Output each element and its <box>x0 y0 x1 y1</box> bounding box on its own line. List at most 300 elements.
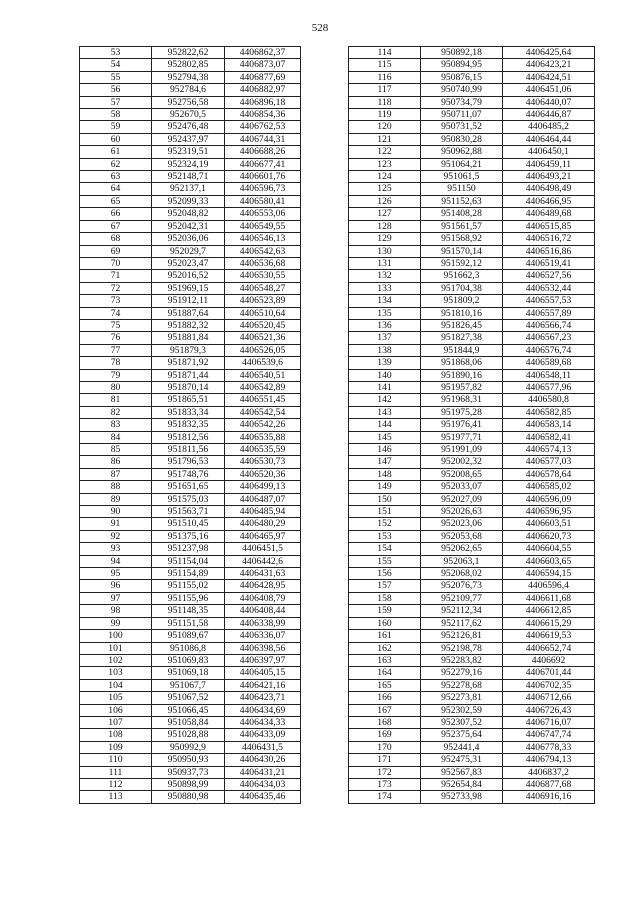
x-coordinate-cell: 952670,5 <box>152 109 225 121</box>
point-number-cell: 94 <box>80 555 152 567</box>
point-number-cell: 156 <box>349 568 421 580</box>
point-number-cell: 154 <box>349 543 421 555</box>
y-coordinate-cell: 4406434,69 <box>225 704 301 716</box>
x-coordinate-cell: 951890,16 <box>421 369 503 381</box>
x-coordinate-cell: 951064,21 <box>421 158 503 170</box>
y-coordinate-cell: 4406778,33 <box>503 741 595 753</box>
point-number-cell: 81 <box>80 394 152 406</box>
point-number-cell: 160 <box>349 617 421 629</box>
point-number-cell: 136 <box>349 319 421 331</box>
y-coordinate-cell: 4406574,13 <box>503 444 595 456</box>
point-number-cell: 115 <box>349 59 421 71</box>
y-coordinate-cell: 4406747,74 <box>503 729 595 741</box>
y-coordinate-cell: 4406542,89 <box>225 381 301 393</box>
point-number-cell: 103 <box>80 667 152 679</box>
point-number-cell: 109 <box>80 741 152 753</box>
x-coordinate-cell: 950880,98 <box>152 791 225 803</box>
y-coordinate-cell: 4406459,11 <box>503 158 595 170</box>
point-number-cell: 88 <box>80 481 152 493</box>
x-coordinate-cell: 951570,14 <box>421 245 503 257</box>
table-row <box>349 778 595 790</box>
y-coordinate-cell: 4406397,97 <box>225 654 301 666</box>
y-coordinate-cell: 4406596,4 <box>503 580 595 592</box>
y-coordinate-cell: 4406877,68 <box>503 778 595 790</box>
table-row <box>349 109 595 121</box>
coordinates-table-left <box>79 46 301 804</box>
table-row <box>349 270 595 282</box>
x-coordinate-cell: 951887,64 <box>152 307 225 319</box>
table-row <box>80 704 301 716</box>
y-coordinate-cell: 4406440,07 <box>503 96 595 108</box>
point-number-cell: 82 <box>80 406 152 418</box>
table-row <box>80 295 301 307</box>
x-coordinate-cell: 951871,92 <box>152 357 225 369</box>
x-coordinate-cell: 952654,84 <box>421 778 503 790</box>
y-coordinate-cell: 4406442,6 <box>225 555 301 567</box>
point-number-cell: 98 <box>80 605 152 617</box>
table-row <box>80 481 301 493</box>
x-coordinate-cell: 952802,85 <box>152 59 225 71</box>
y-coordinate-cell: 4406873,07 <box>225 59 301 71</box>
y-coordinate-cell: 4406567,23 <box>503 332 595 344</box>
x-coordinate-cell: 951568,92 <box>421 233 503 245</box>
y-coordinate-cell: 4406515,85 <box>503 220 595 232</box>
table-row <box>80 506 301 518</box>
point-number-cell: 106 <box>80 704 152 716</box>
y-coordinate-cell: 4406530,55 <box>225 270 301 282</box>
y-coordinate-cell: 4406519,41 <box>503 257 595 269</box>
point-number-cell: 134 <box>349 295 421 307</box>
x-coordinate-cell: 950937,73 <box>152 766 225 778</box>
point-number-cell: 119 <box>349 109 421 121</box>
y-coordinate-cell: 4406712,66 <box>503 692 595 704</box>
x-coordinate-cell: 952068,02 <box>421 568 503 580</box>
table-row <box>349 96 595 108</box>
x-coordinate-cell: 951833,34 <box>152 406 225 418</box>
point-number-cell: 80 <box>80 381 152 393</box>
table-row <box>349 183 595 195</box>
y-coordinate-cell: 4406604,55 <box>503 543 595 555</box>
x-coordinate-cell: 951592,12 <box>421 257 503 269</box>
table-row <box>349 642 595 654</box>
table-row <box>80 530 301 542</box>
y-coordinate-cell: 4406450,1 <box>503 146 595 158</box>
y-coordinate-cell: 4406493,21 <box>503 171 595 183</box>
point-number-cell: 139 <box>349 357 421 369</box>
y-coordinate-cell: 4406338,99 <box>225 617 301 629</box>
x-coordinate-cell: 950892,18 <box>421 47 503 59</box>
table-row <box>80 47 301 59</box>
y-coordinate-cell: 4406520,36 <box>225 468 301 480</box>
y-coordinate-cell: 4406425,64 <box>503 47 595 59</box>
table-row <box>349 47 595 59</box>
point-number-cell: 146 <box>349 444 421 456</box>
point-number-cell: 133 <box>349 282 421 294</box>
x-coordinate-cell: 951086,8 <box>152 642 225 654</box>
point-number-cell: 138 <box>349 344 421 356</box>
x-coordinate-cell: 951811,56 <box>152 444 225 456</box>
x-coordinate-cell: 951912,11 <box>152 295 225 307</box>
y-coordinate-cell: 4406692 <box>503 654 595 666</box>
y-coordinate-cell: 4406523,89 <box>225 295 301 307</box>
y-coordinate-cell: 4406521,36 <box>225 332 301 344</box>
table-row <box>349 766 595 778</box>
point-number-cell: 131 <box>349 257 421 269</box>
point-number-cell: 83 <box>80 419 152 431</box>
x-coordinate-cell: 951969,15 <box>152 282 225 294</box>
table-row <box>80 270 301 282</box>
y-coordinate-cell: 4406423,71 <box>225 692 301 704</box>
y-coordinate-cell: 4406551,45 <box>225 394 301 406</box>
x-coordinate-cell: 951408,28 <box>421 208 503 220</box>
y-coordinate-cell: 4406480,29 <box>225 518 301 530</box>
y-coordinate-cell: 4406603,51 <box>503 518 595 530</box>
y-coordinate-cell: 4406582,85 <box>503 406 595 418</box>
y-coordinate-cell: 4406487,07 <box>225 493 301 505</box>
table-row <box>349 344 595 356</box>
y-coordinate-cell: 4406527,56 <box>503 270 595 282</box>
point-number-cell: 64 <box>80 183 152 195</box>
x-coordinate-cell: 951561,57 <box>421 220 503 232</box>
point-number-cell: 171 <box>349 754 421 766</box>
y-coordinate-cell: 4406619,53 <box>503 630 595 642</box>
table-row <box>349 704 595 716</box>
table-row <box>349 729 595 741</box>
table-row <box>80 84 301 96</box>
y-coordinate-cell: 4406446,87 <box>503 109 595 121</box>
x-coordinate-cell: 952437,97 <box>152 133 225 145</box>
y-coordinate-cell: 4406516,86 <box>503 245 595 257</box>
x-coordinate-cell: 951237,98 <box>152 543 225 555</box>
y-coordinate-cell: 4406540,51 <box>225 369 301 381</box>
x-coordinate-cell: 951968,31 <box>421 394 503 406</box>
table-row <box>349 654 595 666</box>
point-number-cell: 102 <box>80 654 152 666</box>
x-coordinate-cell: 951089,67 <box>152 630 225 642</box>
point-number-cell: 126 <box>349 195 421 207</box>
point-number-cell: 76 <box>80 332 152 344</box>
point-number-cell: 104 <box>80 679 152 691</box>
table-row <box>349 233 595 245</box>
table-row <box>349 555 595 567</box>
y-coordinate-cell: 4406577,96 <box>503 381 595 393</box>
y-coordinate-cell: 4406431,21 <box>225 766 301 778</box>
x-coordinate-cell: 950731,52 <box>421 121 503 133</box>
table-row <box>349 431 595 443</box>
y-coordinate-cell: 4406466,95 <box>503 195 595 207</box>
table-row <box>80 59 301 71</box>
point-number-cell: 105 <box>80 692 152 704</box>
x-coordinate-cell: 951748,76 <box>152 468 225 480</box>
x-coordinate-cell: 952048,82 <box>152 208 225 220</box>
point-number-cell: 174 <box>349 791 421 803</box>
x-coordinate-cell: 951796,53 <box>152 456 225 468</box>
point-number-cell: 157 <box>349 580 421 592</box>
table-row <box>349 307 595 319</box>
table-row <box>80 319 301 331</box>
x-coordinate-cell: 952756,58 <box>152 96 225 108</box>
y-coordinate-cell: 4406589,68 <box>503 357 595 369</box>
table-row <box>349 195 595 207</box>
y-coordinate-cell: 4406582,41 <box>503 431 595 443</box>
table-row <box>80 605 301 617</box>
table-row <box>349 543 595 555</box>
table-row <box>349 245 595 257</box>
point-number-cell: 158 <box>349 592 421 604</box>
table-row <box>349 493 595 505</box>
table-row <box>349 568 595 580</box>
table-row <box>80 766 301 778</box>
x-coordinate-cell: 951028,88 <box>152 729 225 741</box>
table-row <box>349 791 595 803</box>
y-coordinate-cell: 4406585,02 <box>503 481 595 493</box>
y-coordinate-cell: 4406576,74 <box>503 344 595 356</box>
point-number-cell: 66 <box>80 208 152 220</box>
y-coordinate-cell: 4406546,13 <box>225 233 301 245</box>
x-coordinate-cell: 951977,71 <box>421 431 503 443</box>
y-coordinate-cell: 4406428,95 <box>225 580 301 592</box>
x-coordinate-cell: 952033,07 <box>421 481 503 493</box>
x-coordinate-cell: 951957,82 <box>421 381 503 393</box>
x-coordinate-cell: 952475,31 <box>421 754 503 766</box>
point-number-cell: 112 <box>80 778 152 790</box>
table-row <box>349 741 595 753</box>
y-coordinate-cell: 4406498,49 <box>503 183 595 195</box>
x-coordinate-cell: 950734,79 <box>421 96 503 108</box>
y-coordinate-cell: 4406701,44 <box>503 667 595 679</box>
point-number-cell: 57 <box>80 96 152 108</box>
table-row <box>80 518 301 530</box>
table-row <box>349 481 595 493</box>
y-coordinate-cell: 4406744,31 <box>225 133 301 145</box>
x-coordinate-cell: 951155,02 <box>152 580 225 592</box>
table-row <box>80 195 301 207</box>
table-row <box>80 617 301 629</box>
table-row <box>349 332 595 344</box>
y-coordinate-cell: 4406877,69 <box>225 71 301 83</box>
point-number-cell: 159 <box>349 605 421 617</box>
table-row <box>349 257 595 269</box>
y-coordinate-cell: 4406557,53 <box>503 295 595 307</box>
x-coordinate-cell: 950950,93 <box>152 754 225 766</box>
y-coordinate-cell: 4406489,68 <box>503 208 595 220</box>
y-coordinate-cell: 4406398,56 <box>225 642 301 654</box>
y-coordinate-cell: 4406535,88 <box>225 431 301 443</box>
x-coordinate-cell: 950992,9 <box>152 741 225 753</box>
x-coordinate-cell: 952062,65 <box>421 543 503 555</box>
y-coordinate-cell: 4406405,15 <box>225 667 301 679</box>
table-row <box>349 605 595 617</box>
table-row <box>80 109 301 121</box>
point-number-cell: 143 <box>349 406 421 418</box>
x-coordinate-cell: 952375,64 <box>421 729 503 741</box>
table-row <box>80 307 301 319</box>
table-row <box>80 543 301 555</box>
y-coordinate-cell: 4406726,43 <box>503 704 595 716</box>
y-coordinate-cell: 4406702,35 <box>503 679 595 691</box>
x-coordinate-cell: 951058,84 <box>152 716 225 728</box>
point-number-cell: 95 <box>80 568 152 580</box>
table-row <box>80 654 301 666</box>
table-row <box>80 220 301 232</box>
point-number-cell: 99 <box>80 617 152 629</box>
y-coordinate-cell: 4406916,16 <box>503 791 595 803</box>
point-number-cell: 93 <box>80 543 152 555</box>
y-coordinate-cell: 4406485,94 <box>225 506 301 518</box>
x-coordinate-cell: 951844,9 <box>421 344 503 356</box>
x-coordinate-cell: 951991,09 <box>421 444 503 456</box>
y-coordinate-cell: 4406762,53 <box>225 121 301 133</box>
y-coordinate-cell: 4406580,41 <box>225 195 301 207</box>
x-coordinate-cell: 952023,47 <box>152 257 225 269</box>
x-coordinate-cell: 952112,34 <box>421 605 503 617</box>
table-row <box>349 369 595 381</box>
point-number-cell: 84 <box>80 431 152 443</box>
y-coordinate-cell: 4406542,26 <box>225 419 301 431</box>
table-row <box>349 357 595 369</box>
x-coordinate-cell: 951865,51 <box>152 394 225 406</box>
table-row <box>349 456 595 468</box>
x-coordinate-cell: 952567,83 <box>421 766 503 778</box>
y-coordinate-cell: 4406423,21 <box>503 59 595 71</box>
point-number-cell: 155 <box>349 555 421 567</box>
point-number-cell: 169 <box>349 729 421 741</box>
table-row <box>80 431 301 443</box>
table-row <box>349 381 595 393</box>
y-coordinate-cell: 4406611,68 <box>503 592 595 604</box>
y-coordinate-cell: 4406596,95 <box>503 506 595 518</box>
point-number-cell: 127 <box>349 208 421 220</box>
point-number-cell: 132 <box>349 270 421 282</box>
x-coordinate-cell: 952476,48 <box>152 121 225 133</box>
x-coordinate-cell: 952076,73 <box>421 580 503 592</box>
table-row <box>80 592 301 604</box>
table-row <box>349 580 595 592</box>
table-row <box>349 295 595 307</box>
table-row <box>80 233 301 245</box>
y-coordinate-cell: 4406539,6 <box>225 357 301 369</box>
point-number-cell: 54 <box>80 59 152 71</box>
coordinates-table-right <box>348 46 595 804</box>
table-row <box>349 419 595 431</box>
table-row <box>80 716 301 728</box>
table-row <box>80 444 301 456</box>
x-coordinate-cell: 951826,45 <box>421 319 503 331</box>
point-number-cell: 111 <box>80 766 152 778</box>
point-number-cell: 123 <box>349 158 421 170</box>
x-coordinate-cell: 952319,51 <box>152 146 225 158</box>
table-row <box>349 692 595 704</box>
table-row <box>349 146 595 158</box>
table-row <box>80 332 301 344</box>
point-number-cell: 128 <box>349 220 421 232</box>
table-row <box>80 257 301 269</box>
point-number-cell: 108 <box>80 729 152 741</box>
point-number-cell: 113 <box>80 791 152 803</box>
y-coordinate-cell: 4406854,36 <box>225 109 301 121</box>
y-coordinate-cell: 4406532,44 <box>503 282 595 294</box>
x-coordinate-cell: 951066,45 <box>152 704 225 716</box>
x-coordinate-cell: 951154,89 <box>152 568 225 580</box>
table-row <box>349 133 595 145</box>
y-coordinate-cell: 4406542,63 <box>225 245 301 257</box>
point-number-cell: 91 <box>80 518 152 530</box>
x-coordinate-cell: 952023,06 <box>421 518 503 530</box>
table-row <box>80 754 301 766</box>
y-coordinate-cell: 4406594,15 <box>503 568 595 580</box>
y-coordinate-cell: 4406434,03 <box>225 778 301 790</box>
table-row <box>80 741 301 753</box>
x-coordinate-cell: 951151,58 <box>152 617 225 629</box>
point-number-cell: 107 <box>80 716 152 728</box>
table-row <box>80 171 301 183</box>
x-coordinate-cell: 951882,32 <box>152 319 225 331</box>
table-row <box>80 369 301 381</box>
x-coordinate-cell: 951375,16 <box>152 530 225 542</box>
point-number-cell: 167 <box>349 704 421 716</box>
table-row <box>349 319 595 331</box>
y-coordinate-cell: 4406424,51 <box>503 71 595 83</box>
y-coordinate-cell: 4406896,18 <box>225 96 301 108</box>
table-row <box>349 84 595 96</box>
point-number-cell: 140 <box>349 369 421 381</box>
point-number-cell: 172 <box>349 766 421 778</box>
point-number-cell: 153 <box>349 530 421 542</box>
y-coordinate-cell: 4406485,2 <box>503 121 595 133</box>
point-number-cell: 69 <box>80 245 152 257</box>
y-coordinate-cell: 4406557,89 <box>503 307 595 319</box>
point-number-cell: 173 <box>349 778 421 790</box>
point-number-cell: 78 <box>80 357 152 369</box>
x-coordinate-cell: 952109,77 <box>421 592 503 604</box>
point-number-cell: 58 <box>80 109 152 121</box>
point-number-cell: 142 <box>349 394 421 406</box>
table-row <box>80 146 301 158</box>
table-row <box>349 630 595 642</box>
x-coordinate-cell: 952027,09 <box>421 493 503 505</box>
table-row <box>80 419 301 431</box>
point-number-cell: 147 <box>349 456 421 468</box>
point-number-cell: 68 <box>80 233 152 245</box>
point-number-cell: 77 <box>80 344 152 356</box>
table-row <box>80 344 301 356</box>
table-row <box>349 716 595 728</box>
table-row <box>349 667 595 679</box>
x-coordinate-cell: 952053,68 <box>421 530 503 542</box>
x-coordinate-cell: 950740,99 <box>421 84 503 96</box>
x-coordinate-cell: 951809,2 <box>421 295 503 307</box>
x-coordinate-cell: 952283,82 <box>421 654 503 666</box>
point-number-cell: 144 <box>349 419 421 431</box>
table-row <box>349 121 595 133</box>
x-coordinate-cell: 951510,45 <box>152 518 225 530</box>
table-row <box>80 133 301 145</box>
point-number-cell: 120 <box>349 121 421 133</box>
point-number-cell: 121 <box>349 133 421 145</box>
table-row <box>349 220 595 232</box>
point-number-cell: 125 <box>349 183 421 195</box>
table-row <box>80 493 301 505</box>
x-coordinate-cell: 952822,62 <box>152 47 225 59</box>
x-coordinate-cell: 952042,31 <box>152 220 225 232</box>
y-coordinate-cell: 4406535,59 <box>225 444 301 456</box>
x-coordinate-cell: 951881,84 <box>152 332 225 344</box>
table-row <box>80 208 301 220</box>
point-number-cell: 116 <box>349 71 421 83</box>
point-number-cell: 130 <box>349 245 421 257</box>
y-coordinate-cell: 4406612,85 <box>503 605 595 617</box>
x-coordinate-cell: 951879,3 <box>152 344 225 356</box>
